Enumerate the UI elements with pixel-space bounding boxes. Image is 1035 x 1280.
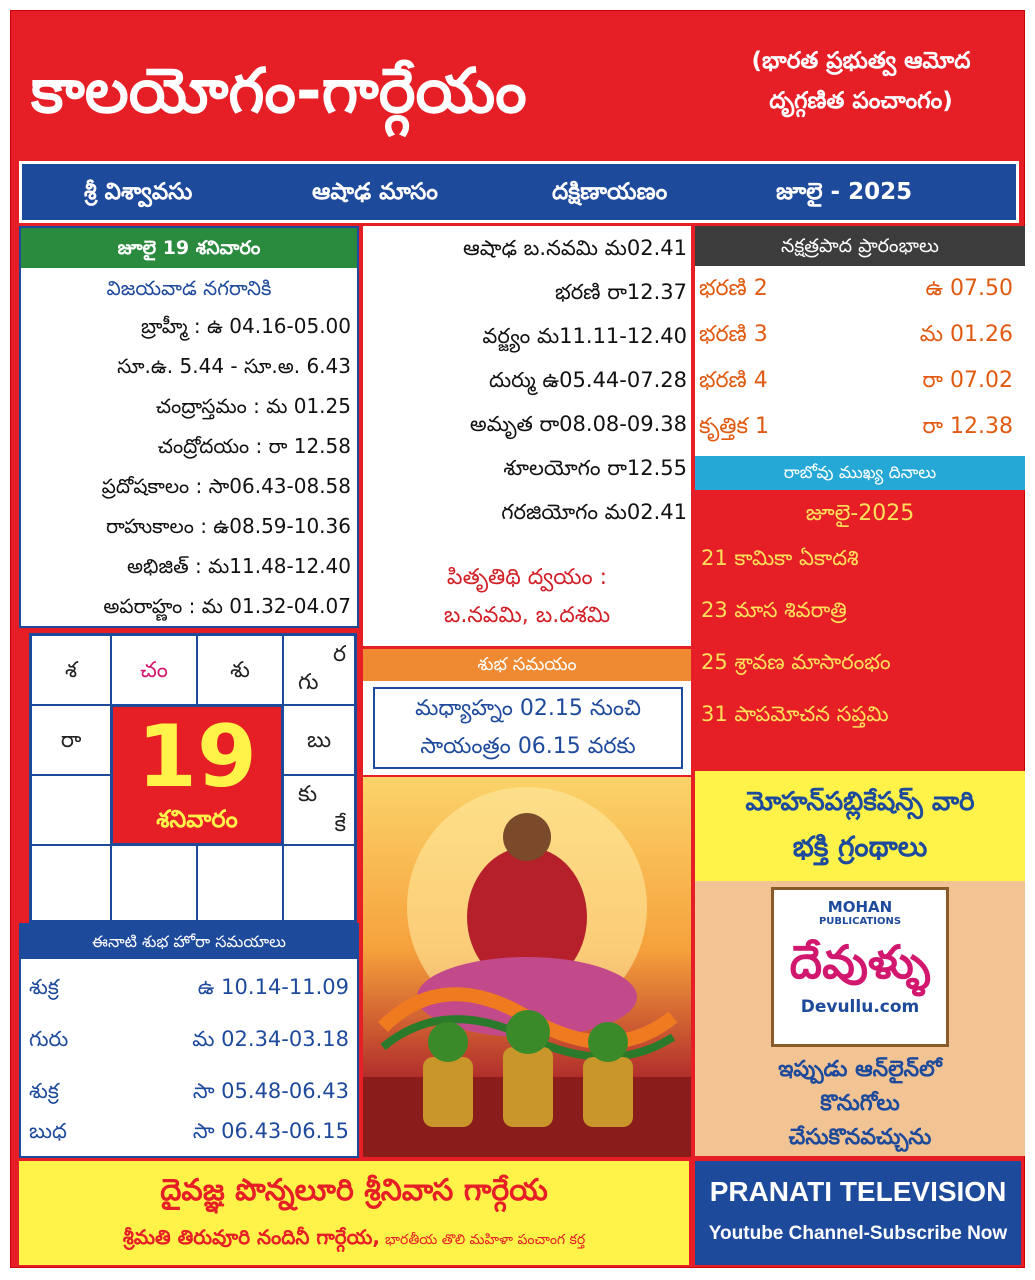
nakshatra-name: భరణి 2 [699,276,768,301]
tithi-row: దుర్ము ఉ05.44-07.28 [489,368,687,392]
devullu-logo [771,887,949,1047]
rashi-planet: కు [298,782,318,807]
timing-row: సూ.ఉ. 5.44 - సూ.అ. 6.43 [117,354,351,378]
tithi-row: అమృత రా08.08-09.38 [469,412,687,436]
online-text [695,1053,1025,1155]
ritual-illustration [363,777,691,1157]
festival-item: 23 మాస శివరాత్రి [701,598,847,622]
tv-name: PRANATI TELEVISION [709,1176,1007,1207]
logo-main: దేవుళ్ళు [789,935,931,989]
auspicious-header: శుభ సమయం [363,649,691,681]
calendar-info-bar [19,161,1019,223]
rashi-cell [197,845,283,921]
nakshatra-time: రా 07.02 [922,368,1013,393]
priest-photo [363,777,691,1157]
nakshatra-panel [695,226,1025,456]
rashi-planet: గు [298,670,319,695]
ad-line-1: మోహన్‌పబ్లికేషన్స్ వారి [745,787,975,817]
hora-panel [19,923,359,1158]
timing-row: ప్రదోషకాలం : సా06.43-08.58 [101,474,351,498]
tithi-row: గరజియోగం మ02.41 [501,500,687,524]
day-header: జూలై 19 శనివారం [21,228,357,268]
festival-item: 25 శ్రావణ మాసారంభం [701,650,891,674]
date-box [111,705,283,845]
timing-row: రాహుకాలం : ఉ08.59-10.36 [105,514,351,538]
hora-time: సా 05.48-06.43 [192,1079,349,1103]
co-author-name: శ్రీమతి తిరువూరి నందినీ గార్గేయ, [122,1225,380,1249]
tithi-row: ఆషాఢ బ.నవమి మ02.41 [463,236,687,260]
tithi-row: వర్జ్యం మ11.11-12.40 [482,324,687,348]
logo-url: Devullu.com [800,997,920,1017]
samvatsaram-label: శ్రీ విశ్వావసు [84,179,193,205]
date-label: జూలై - 2025 [776,179,913,205]
author-name: దైవజ్ఞ పొన్నలూరి శ్రీనివాస గార్గేయ [160,1173,548,1208]
nakshatra-header: నక్షత్రపాద ప్రారంభాలు [695,226,1025,266]
nakshatra-time: రా 12.38 [922,414,1013,439]
tithi-panel [363,226,691,646]
festivals-panel [695,490,1025,770]
nakshatra-time: ఉ 07.50 [925,276,1013,301]
auspicious-time-panel [363,649,691,775]
timing-row: అభిజిత్ : మ11.48-12.40 [127,554,351,578]
tv-channel-banner[interactable] [695,1161,1021,1265]
rashi-cell: బు [283,705,355,775]
festivals-month: జూలై-2025 [805,501,915,526]
panchangam-page [10,10,1025,1268]
pitru-tithi-value: బ.నవమి, బ.దశమి [443,603,611,628]
timings-panel [19,226,359,628]
tithi-row: భరణి రా12.37 [554,280,687,304]
nakshatra-name: భరణి 3 [699,322,768,347]
auspicious-end: సాయంత్రం 06.15 వరకు [373,727,683,769]
online-line-2: కొనుగోలు [820,1091,900,1116]
month-label: ఆషాఢ మాసం [312,179,438,205]
author-sub [19,1219,689,1258]
rashi-cell: రా [31,705,111,775]
rashi-planet: కే [334,812,346,837]
hora-planet: గురు [29,1027,69,1051]
festivals-header: రాబోవు ముఖ్య దినాలు [695,456,1025,490]
subtitle-line-2: దృగ్గణిత పంచాంగం) [769,88,953,114]
rashi-cell: శు [197,635,283,705]
page-subtitle [701,41,1021,121]
rashi-cell [111,845,197,921]
rashi-chart [29,633,357,923]
author-footer [19,1161,689,1265]
rashi-planet: ర [332,642,346,667]
ad-line-2: భక్తి గ్రంథాలు [792,830,928,863]
pitru-tithi-label: పితృతిథి ద్వయం : [446,565,608,590]
rashi-cell [283,775,355,845]
book-ad [695,881,1025,1156]
timing-row: అపరాహ్ణం : మ 01.32-04.07 [103,594,351,618]
rashi-cell [31,845,111,921]
nakshatra-name: కృత్తిక 1 [699,414,769,439]
page-title: కాలయోగం-గార్గేయం [31,54,527,127]
hora-planet: శుక్ర [29,975,59,999]
rashi-cell: శ [31,635,111,705]
timing-row: చంద్రోదయం : రా 12.58 [157,434,351,458]
rashi-cell: చం [111,635,197,705]
timing-row: చంద్రాస్తమం : మ 01.25 [155,394,351,418]
subtitle-line-1: (భారత ప్రభుత్వ ఆమోద [751,48,971,74]
hora-time: మ 02.34-03.18 [192,1027,349,1051]
hora-time: ఉ 10.14-11.09 [197,975,349,999]
festival-item: 21 కామికా ఏకాదశి [701,546,859,570]
ayanam-label: దక్షిణాయణం [552,179,668,205]
rashi-cell [31,775,111,845]
co-author-desc: భారతీయ తొలి మహిళా పంచాంగ కర్త [385,1232,586,1248]
tithi-row: శూలయోగం రా12.55 [503,456,687,480]
nakshatra-name: భరణి 4 [699,368,768,393]
city-header: విజయవాడ నగరానికి [106,276,272,300]
publisher-ad [695,771,1025,881]
timing-row: బ్రాహ్మీ : ఉ 04.16-05.00 [140,314,351,338]
logo-top: MOHAN [827,898,893,916]
rashi-cell [283,635,355,705]
hora-planet: బుధ [29,1119,67,1143]
online-line-1: ఇప్పుడు ఆన్‌లైన్‌లో [778,1057,942,1082]
hora-header: ఈనాటి శుభ హోరా సమయాలు [21,925,357,959]
logo-sub: PUBLICATIONS [818,916,902,927]
date-number: 19 [137,707,257,807]
rashi-cell [283,845,355,921]
nakshatra-time: మ 01.26 [919,322,1013,347]
auspicious-start: మధ్యాహ్నం 02.15 నుంచి [373,687,683,729]
hora-time: సా 06.43-06.15 [192,1119,349,1143]
hora-planet: శుక్ర [29,1079,59,1103]
subscribe-text[interactable]: Youtube Channel-Subscribe Now [708,1223,1008,1244]
date-weekday: శనివారం [156,805,238,833]
online-line-3: చేసుకొనవచ్చును [788,1125,932,1150]
festival-item: 31 పాపమోచన సప్తమి [701,702,889,726]
